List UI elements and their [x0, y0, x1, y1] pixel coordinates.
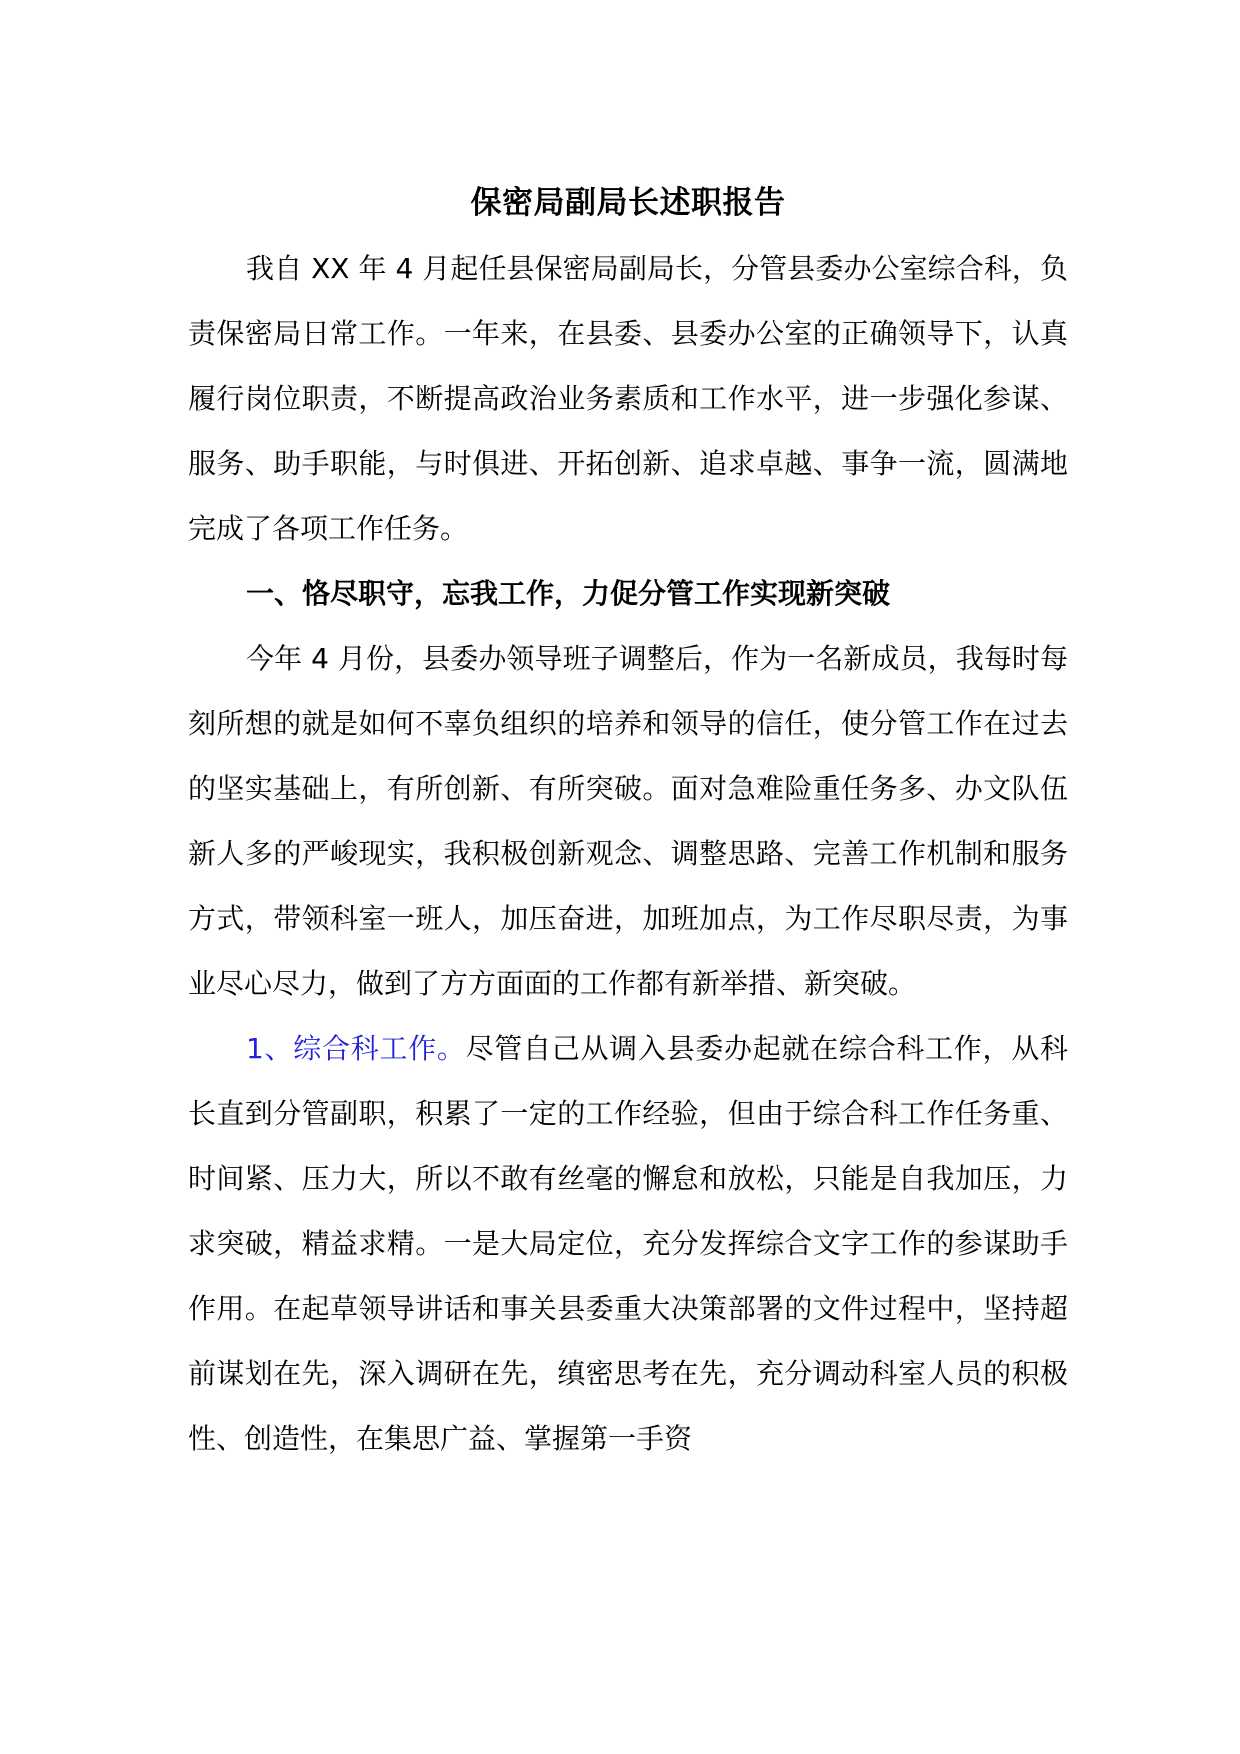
section-1-line: 善工作机制和服务方式，带领科室一班人，加压奋进，加班加点， [188, 837, 1068, 935]
item-1-line: 工作的参谋助手作用。在起草领导讲话和事关县委重大决策部署的 [188, 1227, 1068, 1325]
section-1-line: 作在过去的坚实基础上，有所创新、有所突破。面对急难险重任务 [188, 707, 1068, 805]
section-1-paragraph [188, 626, 1068, 1016]
item-1-paragraph [188, 1016, 1068, 1471]
intro-line: 科，负责保密局日常工作。一年来，在县委、县委办公室的正确领 [188, 252, 1068, 350]
intro-line: 一步强化参谋、服务、助手职能，与时俱进、开拓创新、追求卓 [188, 382, 1068, 480]
intro-line: 导下，认真履行岗位职责，不断提高政治业务素质和工作水平，进 [188, 317, 1068, 415]
intro-line: 越、事争一流，圆满地完成了各项工作任务。 [188, 447, 1068, 545]
intro-paragraph [188, 236, 1068, 561]
item-1-line: 我加压，力求突破，精益求精。一是大局定位，充分发挥综合文字 [188, 1162, 1068, 1260]
section-1-line: 今年 4 月份，县委办领导班子调整后，作为一名新成员，我每 [246, 642, 1012, 675]
section-heading-1: 一、恪尽职守，忘我工作，力促分管工作实现新突破 [246, 577, 891, 610]
section-1-line: 为工作尽职尽责，为事业尽心尽力，做到了方方面面的工作都有新 [188, 902, 1068, 1000]
item-1-heading: 1、综合科工作。 [246, 1032, 466, 1065]
item-1-line: 科长直到分管副职，积累了一定的工作经验，但由于综合科工作任 [188, 1032, 1068, 1130]
item-1-line: 文件过程中，坚持超前谋划在先，深入调研在先，缜密思考在先， [188, 1292, 1068, 1390]
document-body [188, 170, 1068, 1471]
intro-line: 我自 XX 年 4 月起任县保密局副局长，分管县委办公室综合 [246, 252, 984, 285]
item-1-line: 务重、时间紧、压力大，所以不敢有丝毫的懈怠和放松，只能是自 [188, 1097, 1068, 1195]
item-1-line: 充分调动科室人员的积极性、创造性，在集思广益、掌握第一手资 [188, 1357, 1068, 1455]
section-1-line: 举措、新突破。 [720, 967, 917, 1000]
section-1-line: 多、办文队伍新人多的严峻现实，我积极创新观念、调整思路、完 [188, 772, 1068, 870]
section-1-line: 时每刻所想的就是如何不辜负组织的培养和领导的信任，使分管工 [188, 642, 1068, 740]
item-1-line: 尽管自己从调入县委办起就在综合科工作，从 [465, 1032, 1040, 1065]
document-title: 保密局副局长述职报告 [470, 185, 786, 221]
